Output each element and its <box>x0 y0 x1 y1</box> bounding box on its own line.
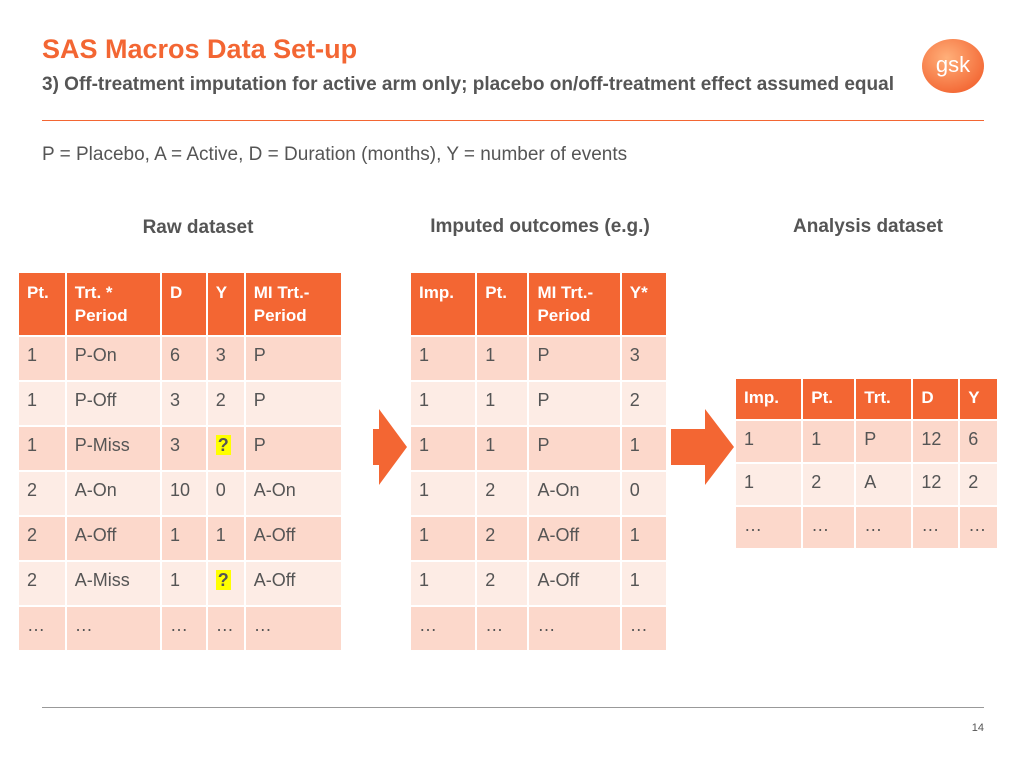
table-cell: 2 <box>19 472 65 515</box>
table-header-row <box>411 273 666 335</box>
column-header: Y <box>208 273 244 335</box>
table-cell: … <box>960 507 997 548</box>
table-cell: A-Off <box>67 517 160 560</box>
raw-dataset-label: Raw dataset <box>142 217 254 238</box>
table-row <box>19 427 341 470</box>
table-cell: 2 <box>960 464 997 505</box>
table-cell: … <box>67 607 160 650</box>
table-cell: 3 <box>622 337 666 380</box>
table-cell: … <box>477 607 527 650</box>
column-header: MI Trt.- Period <box>246 273 341 335</box>
column-header: Pt. <box>803 379 854 419</box>
table-cell: 2 <box>477 562 527 605</box>
table-cell: 1 <box>622 427 666 470</box>
logo-text: gsk <box>935 52 971 77</box>
analysis-dataset-table <box>734 377 999 550</box>
table-cell: 1 <box>477 427 527 470</box>
table-header-row <box>736 379 997 419</box>
table-cell: 1 <box>162 517 206 560</box>
table-cell: … <box>622 607 666 650</box>
right-arrow-icon <box>671 409 734 485</box>
table-cell: 1 <box>162 562 206 605</box>
table-row <box>411 427 666 470</box>
table-cell: P <box>529 427 619 470</box>
column-header: Y <box>960 379 997 419</box>
table-cell: A-Off <box>529 562 619 605</box>
table-cell: … <box>736 507 801 548</box>
table-cell: 2 <box>803 464 854 505</box>
table-cell: 3 <box>162 382 206 425</box>
gsk-logo-icon <box>920 36 986 96</box>
table-cell: 1 <box>19 337 65 380</box>
imputed-outcomes-label: Imputed outcomes (e.g.) <box>430 216 650 237</box>
table-cell: 6 <box>162 337 206 380</box>
table-cell: 2 <box>477 472 527 515</box>
column-header: Imp. <box>411 273 475 335</box>
table-cell: 6 <box>960 421 997 462</box>
table-cell: 0 <box>622 472 666 515</box>
slide-title: SAS Macros Data Set-up <box>42 34 358 64</box>
table-cell: A-Off <box>246 517 341 560</box>
table-cell: 2 <box>19 562 65 605</box>
table-cell: 2 <box>477 517 527 560</box>
table-cell: 1 <box>411 517 475 560</box>
imputed-outcomes-table <box>409 271 668 652</box>
table-cell: 1 <box>208 517 244 560</box>
table-cell: 12 <box>913 464 958 505</box>
table-cell: P-Miss <box>67 427 160 470</box>
table-cell: 1 <box>622 517 666 560</box>
table-cell: … <box>162 607 206 650</box>
column-header: Pt. <box>477 273 527 335</box>
table-cell: P <box>246 337 341 380</box>
table-cell: 1 <box>477 337 527 380</box>
table-row <box>411 517 666 560</box>
column-header: Trt. <box>856 379 911 419</box>
table-cell: 3 <box>162 427 206 470</box>
table-row <box>19 607 341 650</box>
raw-dataset-table <box>17 271 343 652</box>
table-cell: … <box>856 507 911 548</box>
table-cell: 1 <box>736 464 801 505</box>
analysis-dataset-label: Analysis dataset <box>793 216 943 237</box>
table-cell <box>208 562 244 605</box>
table-row <box>736 507 997 548</box>
table-cell: 2 <box>19 517 65 560</box>
column-header: MI Trt.- Period <box>529 273 619 335</box>
table-cell: 3 <box>208 337 244 380</box>
table-cell: 1 <box>411 337 475 380</box>
column-header: D <box>913 379 958 419</box>
table-row <box>19 382 341 425</box>
table-cell: 1 <box>411 427 475 470</box>
table-cell: A <box>856 464 911 505</box>
table-cell: P <box>246 382 341 425</box>
column-header: Pt. <box>19 273 65 335</box>
table-cell: 2 <box>208 382 244 425</box>
table-cell: 1 <box>19 427 65 470</box>
table-row <box>411 562 666 605</box>
table-header-row <box>19 273 341 335</box>
slide-subtitle: 3) Off-treatment imputation for active arm only; placebo on/off-treatment effect assumed equal <box>42 74 894 95</box>
table-row <box>19 562 341 605</box>
table-cell <box>208 427 244 470</box>
table-row <box>736 421 997 462</box>
table-cell: A-Miss <box>67 562 160 605</box>
table-cell: 1 <box>411 382 475 425</box>
missing-value-highlight: ? <box>217 435 229 455</box>
right-arrow-icon <box>373 409 407 485</box>
table-cell: A-On <box>246 472 341 515</box>
table-row <box>19 472 341 515</box>
table-cell: … <box>913 507 958 548</box>
table-row <box>411 472 666 515</box>
header-divider <box>42 120 984 121</box>
table-row <box>411 607 666 650</box>
table-row <box>411 337 666 380</box>
table-cell: 1 <box>411 472 475 515</box>
table-row <box>736 464 997 505</box>
table-row <box>19 337 341 380</box>
table-cell: P-On <box>67 337 160 380</box>
table-row <box>19 517 341 560</box>
table-cell: … <box>19 607 65 650</box>
abbreviation-legend: P = Placebo, A = Active, D = Duration (months), Y = number of events <box>42 144 628 165</box>
table-cell: … <box>803 507 854 548</box>
table-cell: P <box>856 421 911 462</box>
table-cell: … <box>208 607 244 650</box>
table-cell: A-On <box>67 472 160 515</box>
table-cell: 12 <box>913 421 958 462</box>
table-cell: 1 <box>411 562 475 605</box>
column-header: Y* <box>622 273 666 335</box>
table-cell: P <box>529 337 619 380</box>
table-cell: 1 <box>803 421 854 462</box>
footer-divider <box>42 707 984 708</box>
table-cell: A-Off <box>246 562 341 605</box>
missing-value-highlight: ? <box>217 570 229 590</box>
table-cell: … <box>411 607 475 650</box>
table-cell: … <box>529 607 619 650</box>
table-cell: P <box>246 427 341 470</box>
table-cell: A-Off <box>529 517 619 560</box>
table-cell: 0 <box>208 472 244 515</box>
table-cell: 1 <box>19 382 65 425</box>
table-cell: 1 <box>736 421 801 462</box>
table-cell: P <box>529 382 619 425</box>
column-header: Trt. * Period <box>67 273 160 335</box>
column-header: Imp. <box>736 379 801 419</box>
column-header: D <box>162 273 206 335</box>
table-cell: 10 <box>162 472 206 515</box>
page-number: 14 <box>971 722 984 734</box>
table-cell: 2 <box>622 382 666 425</box>
table-row <box>411 382 666 425</box>
table-cell: … <box>246 607 341 650</box>
table-cell: P-Off <box>67 382 160 425</box>
table-cell: 1 <box>477 382 527 425</box>
table-cell: A-On <box>529 472 619 515</box>
table-cell: 1 <box>622 562 666 605</box>
